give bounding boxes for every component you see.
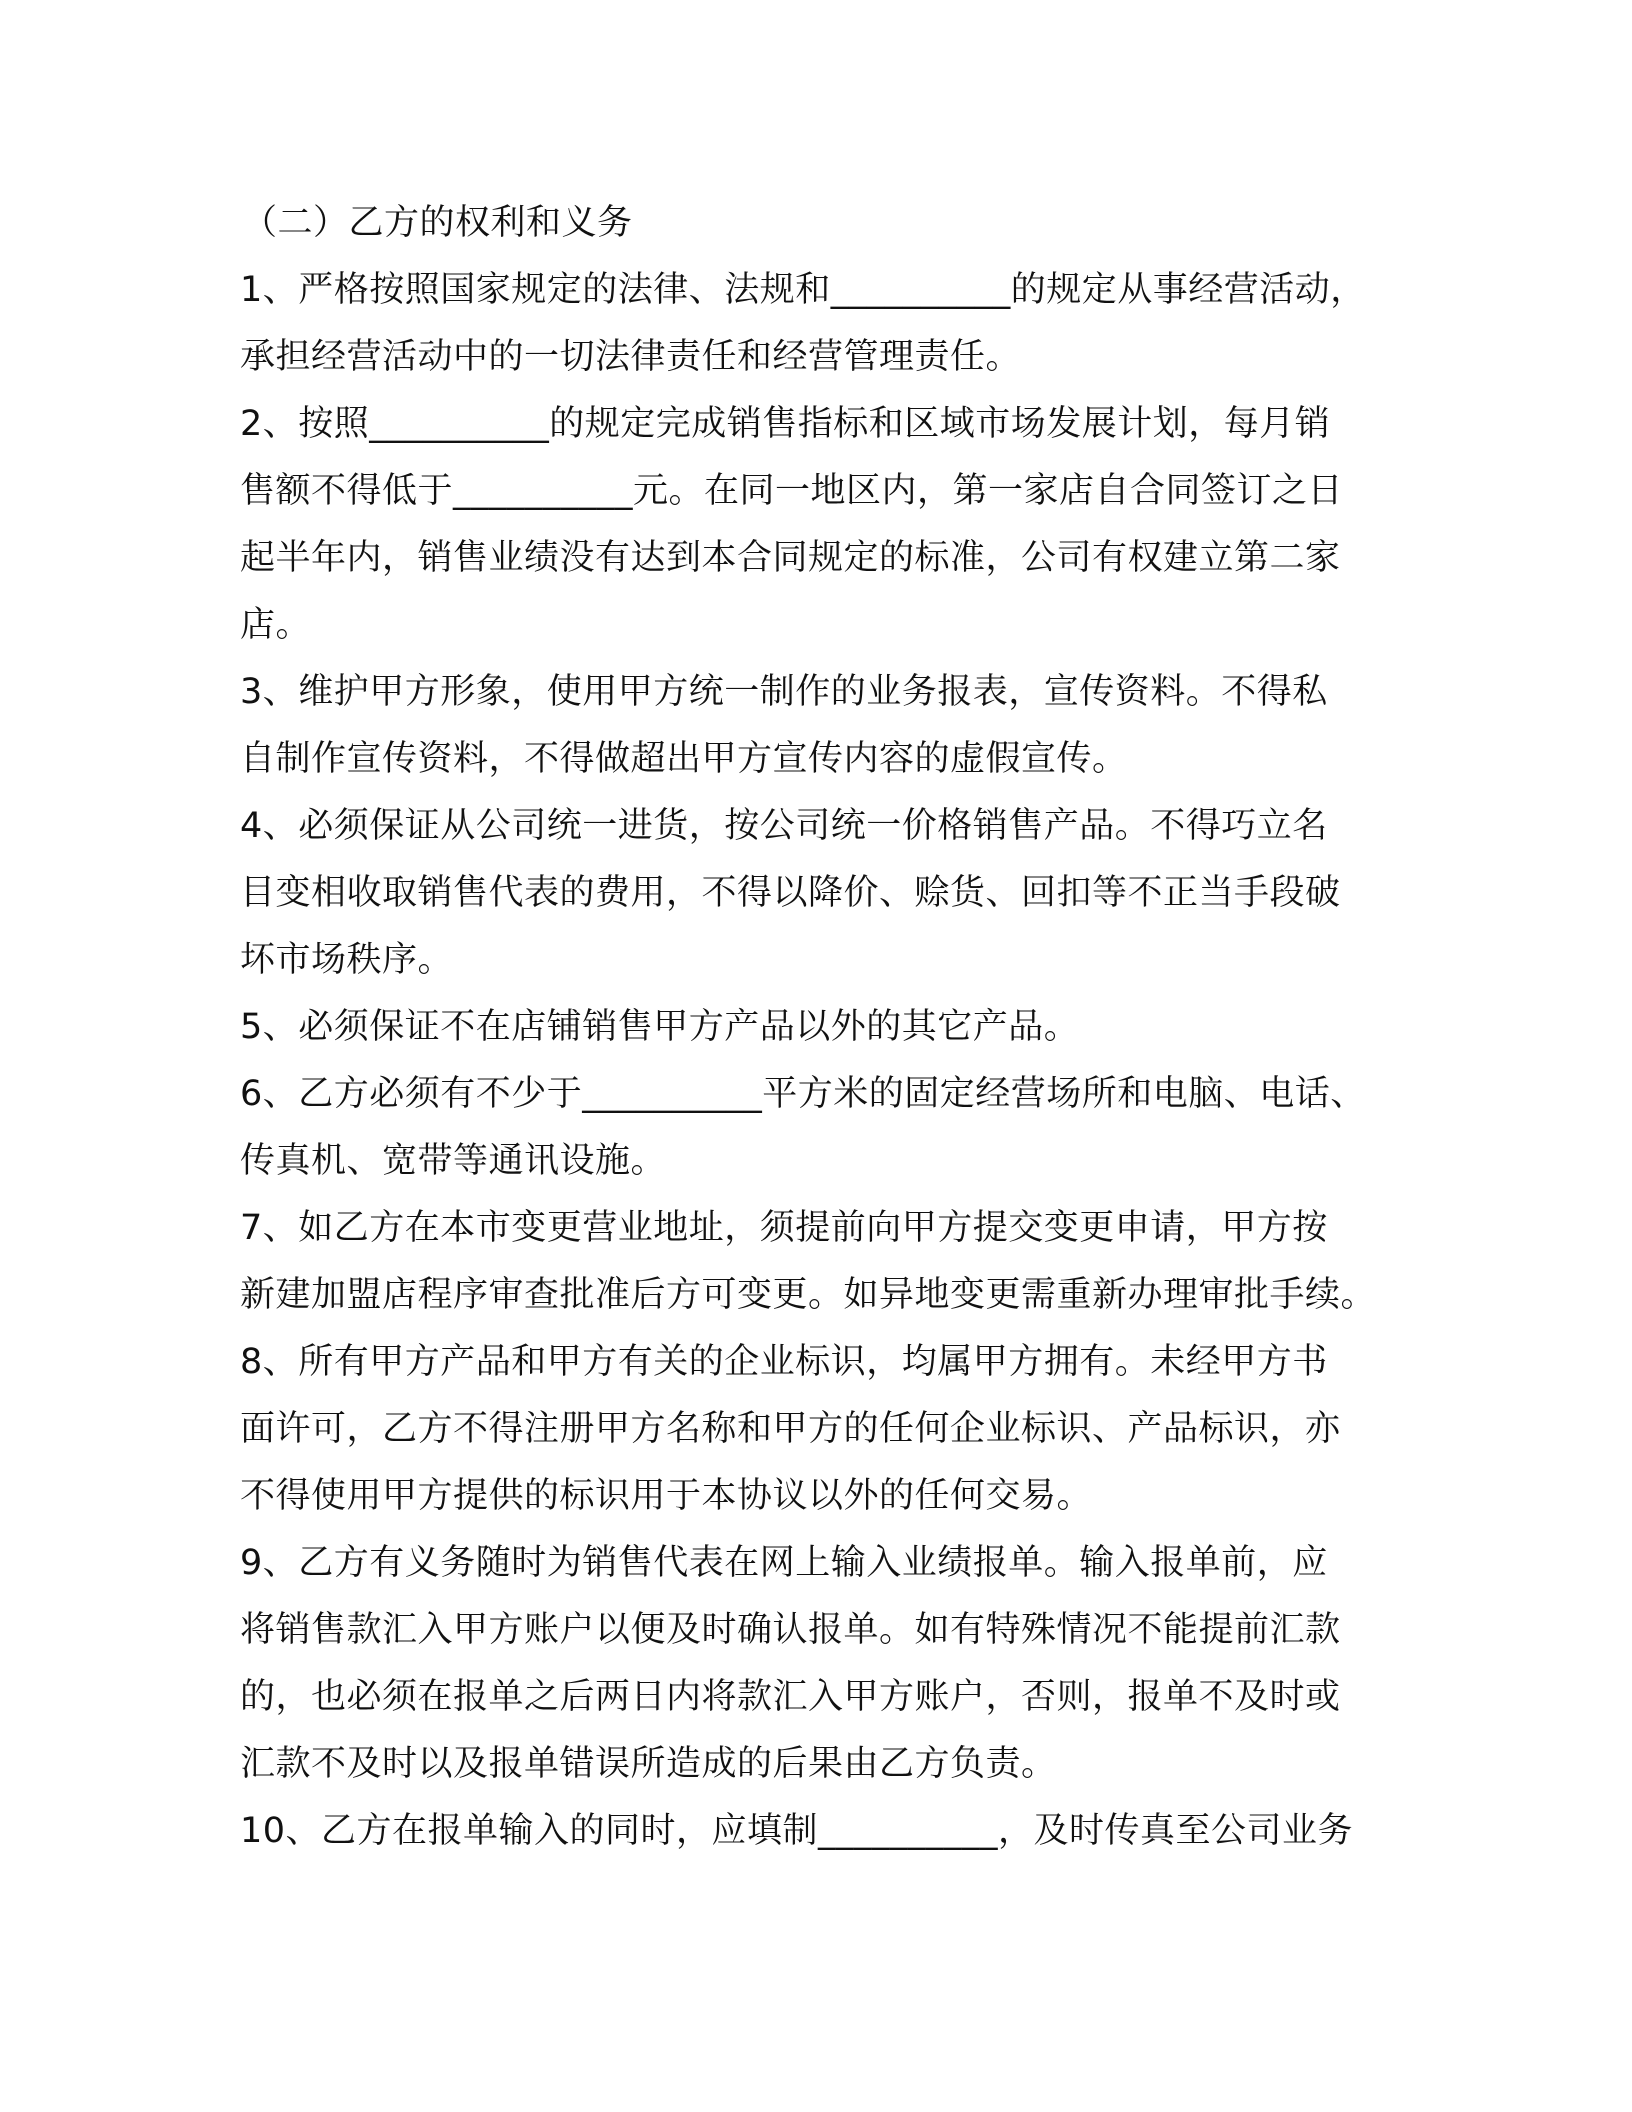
document-body xyxy=(240,190,1440,1865)
text-line: 起半年内，销售业绩没有达到本合同规定的标准，公司有权建立第二家 xyxy=(240,538,1341,578)
text-line: 2、按照__________的规定完成销售指标和区域市场发展计划，每月销 xyxy=(240,404,1331,444)
text-line: 的，也必须在报单之后两日内将款汇入甲方账户，否则，报单不及时或 xyxy=(240,1677,1341,1717)
text-line: 汇款不及时以及报单错误所造成的后果由乙方负责。 xyxy=(240,1744,1057,1784)
text-line: 1、严格按照国家规定的法律、法规和__________的规定从事经营活动， xyxy=(240,270,1366,310)
text-line: 10、乙方在报单输入的同时，应填制__________，及时传真至公司业务 xyxy=(240,1811,1354,1851)
text-line: 目变相收取销售代表的费用，不得以降价、赊货、回扣等不正当手段破 xyxy=(240,873,1341,913)
text-line: 坏市场秩序。 xyxy=(240,940,454,980)
text-line: 7、如乙方在本市变更营业地址，须提前向甲方提交变更申请，甲方按 xyxy=(240,1208,1328,1248)
text-line: 6、乙方必须有不少于__________平方米的固定经营场所和电脑、电话、 xyxy=(240,1074,1366,1114)
text-line: 传真机、宽带等通讯设施。 xyxy=(240,1141,667,1181)
text-line: 售额不得低于__________元。在同一地区内，第一家店自合同签订之日 xyxy=(240,471,1344,511)
text-line: 不得使用甲方提供的标识用于本协议以外的任何交易。 xyxy=(240,1476,1093,1516)
text-line: 9、乙方有义务随时为销售代表在网上输入业绩报单。输入报单前，应 xyxy=(240,1543,1328,1583)
text-line: 3、维护甲方形象，使用甲方统一制作的业务报表，宣传资料。不得私 xyxy=(240,672,1328,712)
text-line: 4、必须保证从公司统一进货，按公司统一价格销售产品。不得巧立名 xyxy=(240,806,1328,846)
text-line: 将销售款汇入甲方账户以便及时确认报单。如有特殊情况不能提前汇款 xyxy=(240,1610,1341,1650)
section-heading: （二）乙方的权利和义务 xyxy=(242,203,633,243)
text-line: 店。 xyxy=(240,605,312,645)
text-line: 8、所有甲方产品和甲方有关的企业标识，均属甲方拥有。未经甲方书 xyxy=(240,1342,1328,1382)
text-line: 承担经营活动中的一切法律责任和经营管理责任。 xyxy=(240,337,1022,377)
text-line: 面许可，乙方不得注册甲方名称和甲方的任何企业标识、产品标识，亦 xyxy=(240,1409,1341,1449)
text-line: 5、必须保证不在店铺销售甲方产品以外的其它产品。 xyxy=(240,1007,1080,1047)
text-line: 自制作宣传资料，不得做超出甲方宣传内容的虚假宣传。 xyxy=(240,739,1128,779)
text-line: 新建加盟店程序审查批准后方可变更。如异地变更需重新办理审批手续。 xyxy=(240,1275,1377,1315)
